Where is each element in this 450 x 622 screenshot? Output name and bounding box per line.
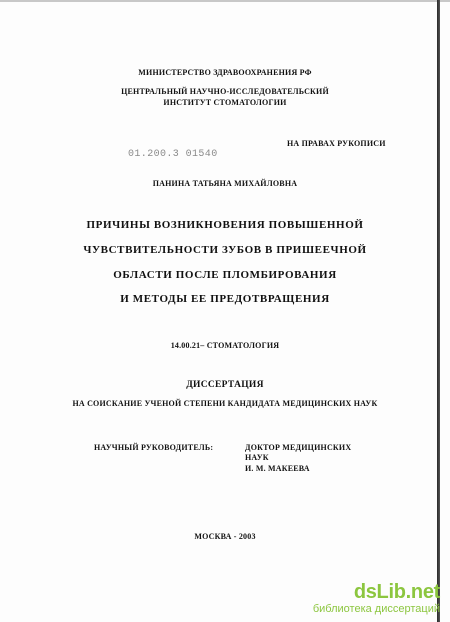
ministry-name: МИНИСТЕРСТВО ЗДРАВООХРАНЕНИЯ РФ <box>138 68 312 77</box>
scan-edge-top <box>0 0 450 2</box>
dissertation-title-line1: ПРИЧИНЫ ВОЗНИКНОВЕНИЯ ПОВЫШЕННОЙ <box>86 219 364 231</box>
watermark-logo: dsLib.net <box>353 581 440 603</box>
dslib-watermark <box>313 581 440 616</box>
work-type: ДИССЕРТАЦИЯ <box>186 380 264 390</box>
dissertation-title-line3: ОБЛАСТИ ПОСЛЕ ПЛОМБИРОВАНИЯ <box>113 269 337 281</box>
library-stamp-number: 01.200.3 01540 <box>128 149 218 160</box>
place-and-year: МОСКВА - 2003 <box>194 532 256 541</box>
supervisor-degree-line1: ДОКТОР МЕДИЦИНСКИХ <box>245 443 352 452</box>
supervisor-label: НАУЧНЫЙ РУКОВОДИТЕЛЬ: <box>94 443 214 452</box>
specialty-code: 14.00.21– СТОМАТОЛОГИЯ <box>170 341 280 350</box>
supervisor-name: И. М. МАКЕЕВА <box>245 464 310 473</box>
institute-name-line1: ЦЕНТРАЛЬНЫЙ НАУЧНО-ИССЛЕДОВАТЕЛЬСКИЙ <box>121 87 329 96</box>
author-name: ПАНИНА ТАТЬЯНА МИХАЙЛОВНА <box>152 179 298 188</box>
degree-line: НА СОИСКАНИЕ УЧЕНОЙ СТЕПЕНИ КАНДИДАТА МЕДИЦИНСКИХ НАУК <box>72 399 378 408</box>
institute-name-line2: ИНСТИТУТ СТОМАТОЛОГИИ <box>163 98 287 107</box>
dissertation-title-line2: ЧУВСТВИТЕЛЬНОСТИ ЗУБОВ В ПРИШЕЕЧНОЙ <box>83 244 367 256</box>
manuscript-note: НА ПРАВАХ РУКОПИСИ <box>287 139 386 148</box>
dissertation-title-line4: И МЕТОДЫ ЕЕ ПРЕДОТВРАЩЕНИЯ <box>120 293 330 305</box>
supervisor-degree-line2: НАУК <box>245 453 269 462</box>
watermark-subtitle: библиотека диссертаций <box>312 603 440 615</box>
